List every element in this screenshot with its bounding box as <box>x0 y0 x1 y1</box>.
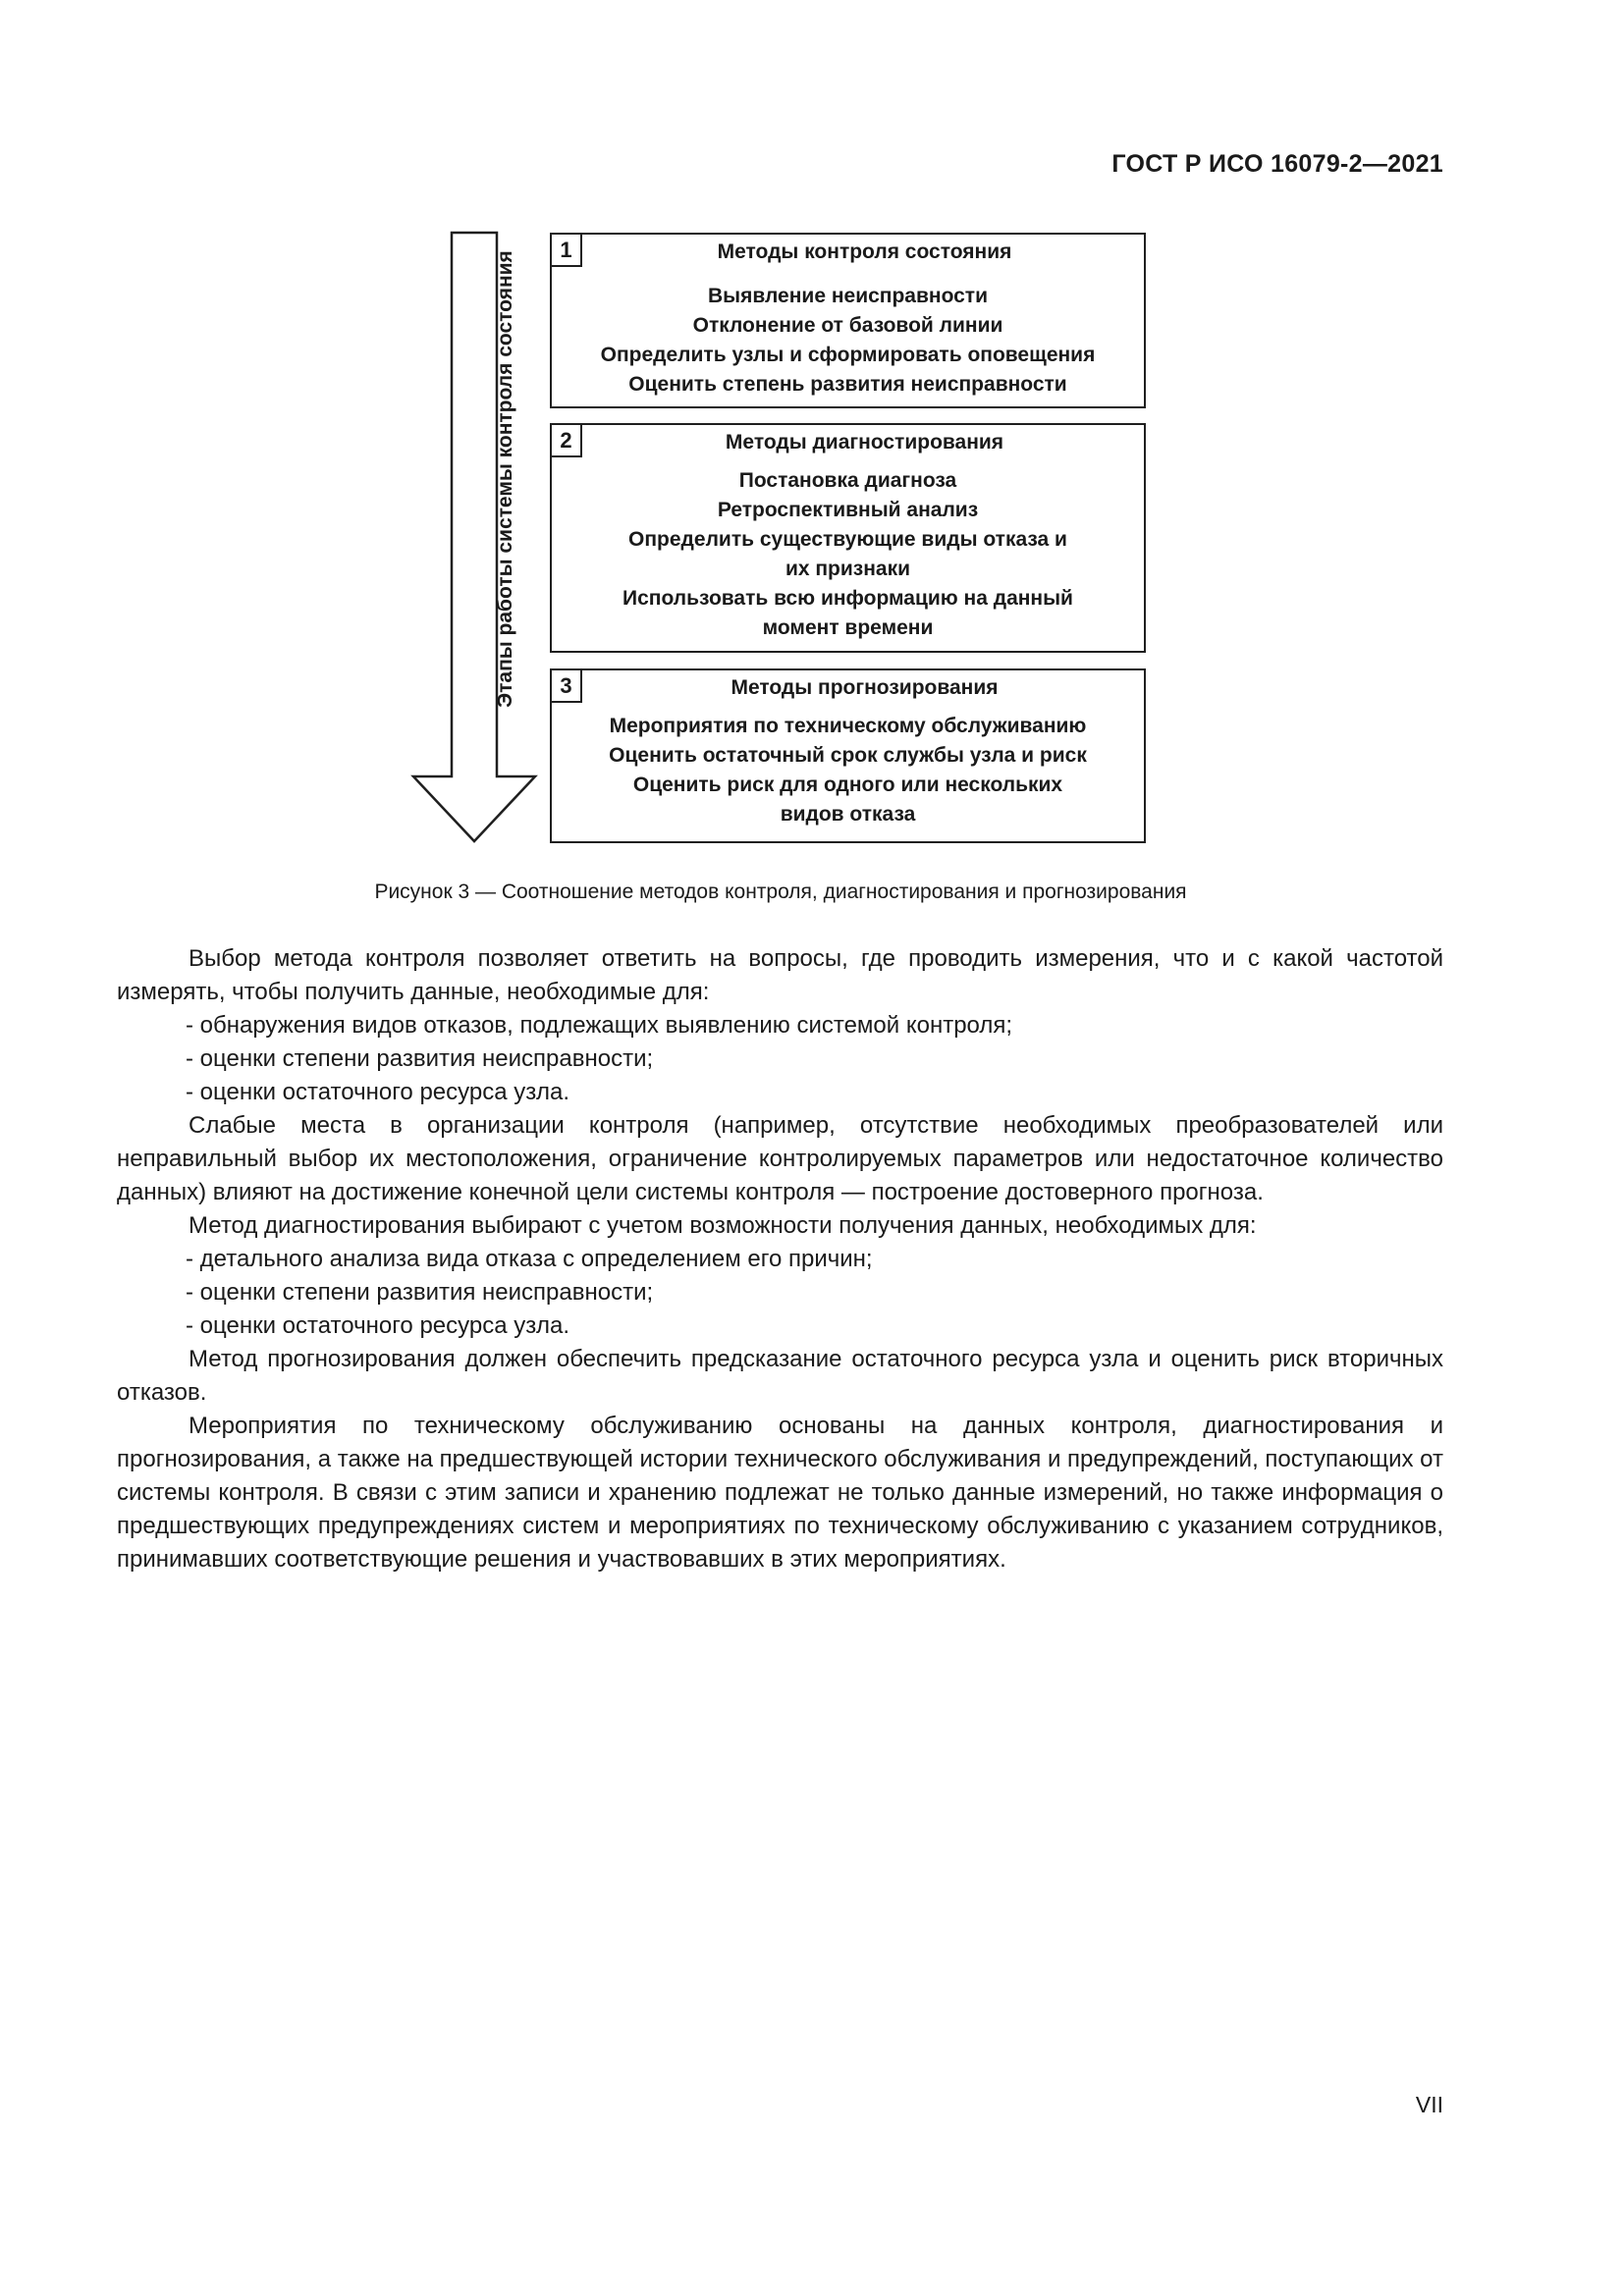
box-line: Мероприятия по техническому обслуживанию <box>609 715 1087 737</box>
figure-caption: Рисунок 3 — Соотношение методов контроля, диагностирования и прогнозирования <box>374 881 1187 903</box>
box-number: 1 <box>552 235 582 267</box>
box-title: Методы прогнозирования <box>731 676 999 699</box>
document-code: ГОСТ Р ИСО 16079-2—2021 <box>1111 150 1443 178</box>
box-line: Постановка диагноза <box>738 469 957 492</box>
box-line: Оценить степень развития неисправности <box>628 373 1067 396</box>
body-text <box>117 942 1443 1576</box>
paragraph: Выбор метода контроля позволяет ответить на вопросы, где проводить измерения, что и с какой частотой измерять, чтобы получить данные, необходимые для: <box>117 945 1443 1005</box>
box-lines <box>571 712 1124 829</box>
paragraph: Слабые места в организации контроля (например, отсутствие необходимых преобразователей или неправильный выбор их местоположения, ограничение контролируемых параметров или недостаточное количество данных) влияют на достижение конечной цели системы контроля — построение достоверного прогноза. <box>117 1112 1443 1205</box>
box-line: момент времени <box>762 616 934 639</box>
list-item: - обнаружения видов отказов, подлежащих выявлению системой контроля; <box>186 1012 1013 1039</box>
method-box-diagnostics <box>550 423 1146 653</box>
box-line: Определить узлы и сформировать оповещения <box>600 344 1096 366</box>
box-line: Выявление неисправности <box>708 285 988 307</box>
box-lines <box>571 282 1124 400</box>
figure-diagram <box>407 231 1154 849</box>
list-item: - оценки остаточного ресурса узла. <box>186 1079 569 1105</box>
paragraph: Метод диагностирования выбирают с учетом возможности получения данных, необходимых для: <box>189 1212 1257 1239</box>
list-item: - оценки остаточного ресурса узла. <box>186 1312 569 1339</box>
box-line: Оценить остаточный срок службы узла и риск <box>609 744 1087 767</box>
box-number: 2 <box>552 425 582 457</box>
box-line: их признаки <box>785 558 911 580</box>
box-line: Определить существующие виды отказа и <box>628 528 1067 551</box>
paragraph: Метод прогнозирования должен обеспечить предсказание остаточного ресурса узла и оценить риск вторичных отказов. <box>117 1346 1443 1406</box>
box-line: Отклонение от базовой линии <box>692 314 1003 337</box>
list-item: - оценки степени развития неисправности; <box>186 1279 654 1306</box>
list-item: - оценки степени развития неисправности; <box>186 1045 654 1072</box>
box-line: Ретроспективный анализ <box>717 499 979 521</box>
box-line: Использовать всю информацию на данный <box>623 587 1073 610</box>
box-number: 3 <box>552 670 582 703</box>
box-title: Методы контроля состояния <box>717 240 1012 263</box>
method-box-prognostics <box>550 668 1146 843</box>
page-number: VII <box>1415 2092 1443 2117</box>
box-lines <box>571 466 1124 643</box>
arrow-label: Этапы работы системы контроля состояния <box>494 250 516 708</box>
list-item: - детального анализа вида отказа с определением его причин; <box>186 1246 873 1272</box>
paragraph: Мероприятия по техническому обслуживанию основаны на данных контроля, диагностирования и прогнозирования, а также на предшествующей истории технического обслуживания и предупреждений, поступающих от системы контроля. В связи с этим записи и хранению подлежат не только данные измерений, но также информация о предшествующих предупреждениях систем и мероприятиях по техническому обслуживанию с указанием сотрудников, принимавших соответствующие решения и участвовавших в этих мероприятиях. <box>117 1413 1443 1573</box>
box-title: Методы диагностирования <box>725 431 1004 454</box>
down-arrow-icon <box>407 231 545 849</box>
box-line: Оценить риск для одного или нескольких <box>632 774 1063 796</box>
box-line: видов отказа <box>780 803 916 826</box>
method-box-monitoring <box>550 233 1146 408</box>
